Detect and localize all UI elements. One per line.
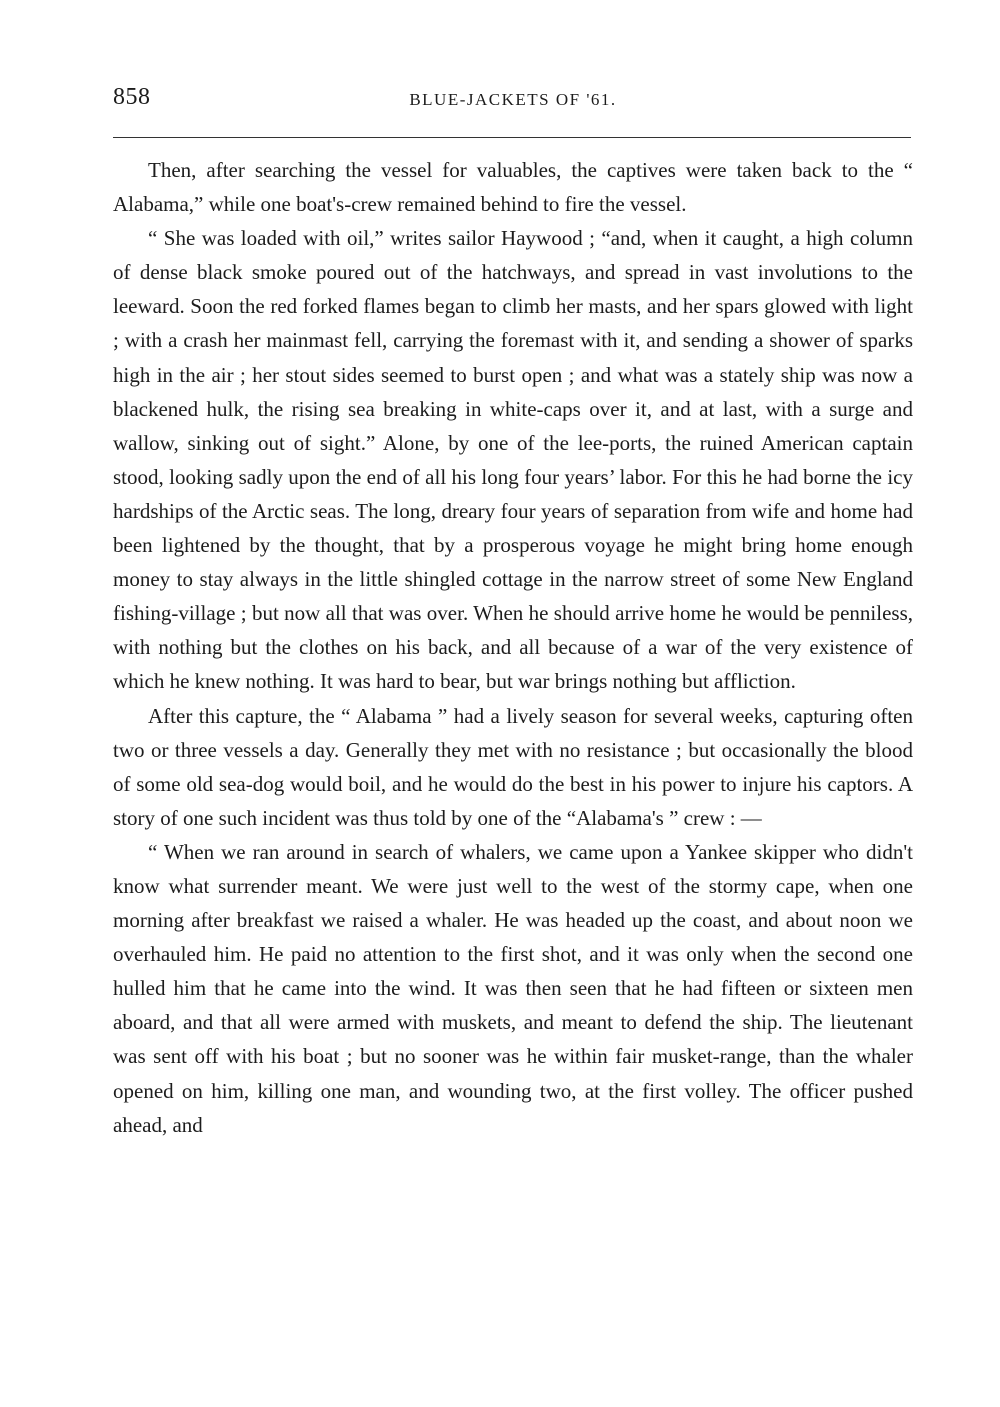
paragraph: After this capture, the “ Alabama ” had a lively season for several weeks, capturing often two or three vessels a day. Generally they met with no resistance ; but occasionally the blood of some old sea-dog would boil, and he would do the best in his power to injure his captors. A story of one such incident was thus told by one of the “Alabama's ” crew : — [113,703,913,830]
paragraph: Then, after searching the vessel for valuables, the captives were taken back to the “ Alabama,” while one boat's-crew remained behind to fire the vessel. [113,158,913,217]
paragraph: “ When we ran around in search of whalers, we came upon a Yankee skipper who didn't know what surrender meant. We were just well to the west of the stormy cape, when one morning after breakfast we raised a whaler. He was headed up the coast, and about noon we overhauled him. He paid no attention to the first shot, and it was only when the second one hulled him that he came into the wind. It was then seen that he had fifteen or sixteen men aboard, and that all were armed with muskets, and meant to defend the ship. The lieutenant was sent off with his boat ; but no sooner was he within fair musket-range, than the whaler opened on him, killing one man, and wounding two, at the first volley. The officer pushed ahead, and [113,839,913,1137]
header-rule [113,137,911,138]
paragraph: “ She was loaded with oil,” writes sailor Haywood ; “and, when it caught, a high column of dense black smoke poured out of the hatchways, and spread in vast involutions to the leeward. Soon the red forked flames began to climb her masts, and her spars glowed with light ; with a crash her mainmast fell, carrying the foremast with it, and sending a shower of sparks high in the air ; her stout sides seemed to burst open ; and what was a stately ship was now a blackened hulk, the rising sea breaking in white-caps over it, and at last, with a surge and wallow, sinking out of sight.” Alone, by one of the lee-ports, the ruined American captain stood, looking sadly upon the end of all his long four years’ labor. For this he had borne the icy hardships of the Arctic seas. The long, dreary four years of separation from wife and home had been lightened by the thought, that by a prosperous voyage he might bring home enough money to stay always in the little shingled cottage in the narrow street of some New England fishing-village ; but now all that was over. When he should arrive home he would be penniless, with nothing but the clothes on his back, and all because of a war of the very existence of which he knew nothing. It was hard to bear, but war brings nothing but affliction. [113,226,913,694]
page-header [113,80,913,120]
running-title: BLUE-JACKETS OF '61. [409,90,617,109]
body-text [113,153,913,1142]
page-number: 858 [113,84,151,110]
